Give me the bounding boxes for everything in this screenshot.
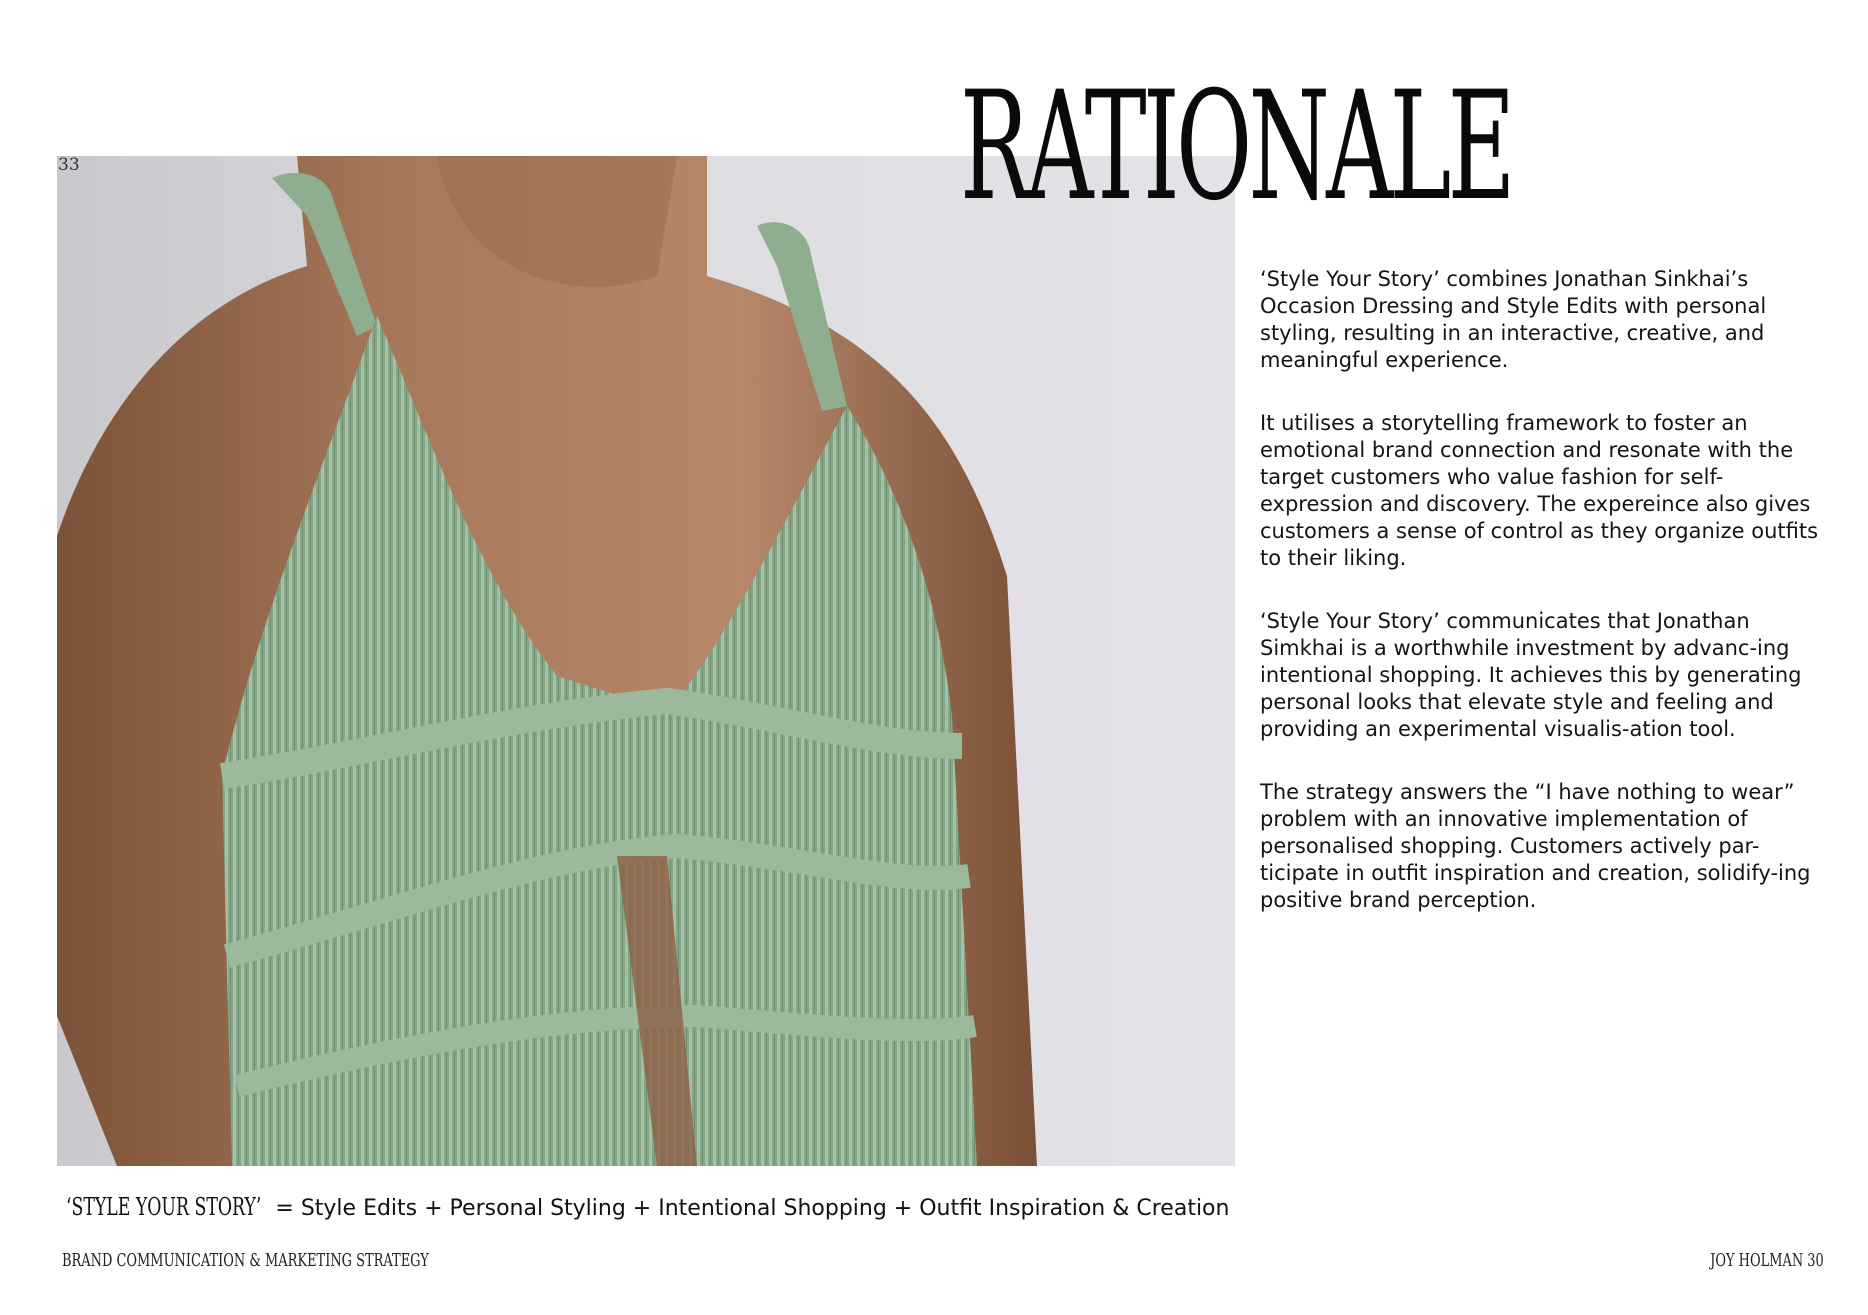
- photo-number: 33: [58, 155, 80, 175]
- formula-lead: ‘STYLE YOUR STORY’: [66, 1193, 262, 1221]
- paragraph-2: It utilises a storytelling framework to foster an emotional brand connection and resonate with the target customers who value fashion for self-expression and discovery. The expereince also gives customers a sense of control as they organize outfits to their liking.: [1260, 411, 1819, 570]
- paragraph-4: The strategy answers the “I have nothing to wear” problem with an innovative implementation of personalised shopping. Customers actively par-ticipate in outfit inspiration and creation, solidify-ing positive brand perception.: [1260, 780, 1811, 912]
- strategy-formula: [66, 1193, 1229, 1221]
- footer-left: BRAND COMMUNICATION & MARKETING STRATEGY: [62, 1250, 429, 1271]
- product-photo: [57, 156, 1235, 1166]
- footer-right: JOY HOLMAN 30: [1710, 1250, 1824, 1271]
- green-fringe-top-illustration: [57, 156, 1235, 1166]
- formula-rest: = Style Edits + Personal Styling + Intentional Shopping + Outfit Inspiration & Creation: [275, 1196, 1230, 1221]
- rationale-text: [1260, 266, 1830, 950]
- paragraph-1: ‘Style Your Story’ combines Jonathan Sinkhai’s Occasion Dressing and Style Edits with personal styling, resulting in an interactive, creative, and meaningful experience.: [1260, 267, 1767, 372]
- paragraph-3: ‘Style Your Story’ communicates that Jonathan Simkhai is a worthwhile investment by advanc-ing intentional shopping. It achieves this by generating personal looks that elevate style and feeling and providing an experimental visualis-ation tool.: [1260, 609, 1802, 741]
- page-title: RATIONALE: [960, 60, 1512, 234]
